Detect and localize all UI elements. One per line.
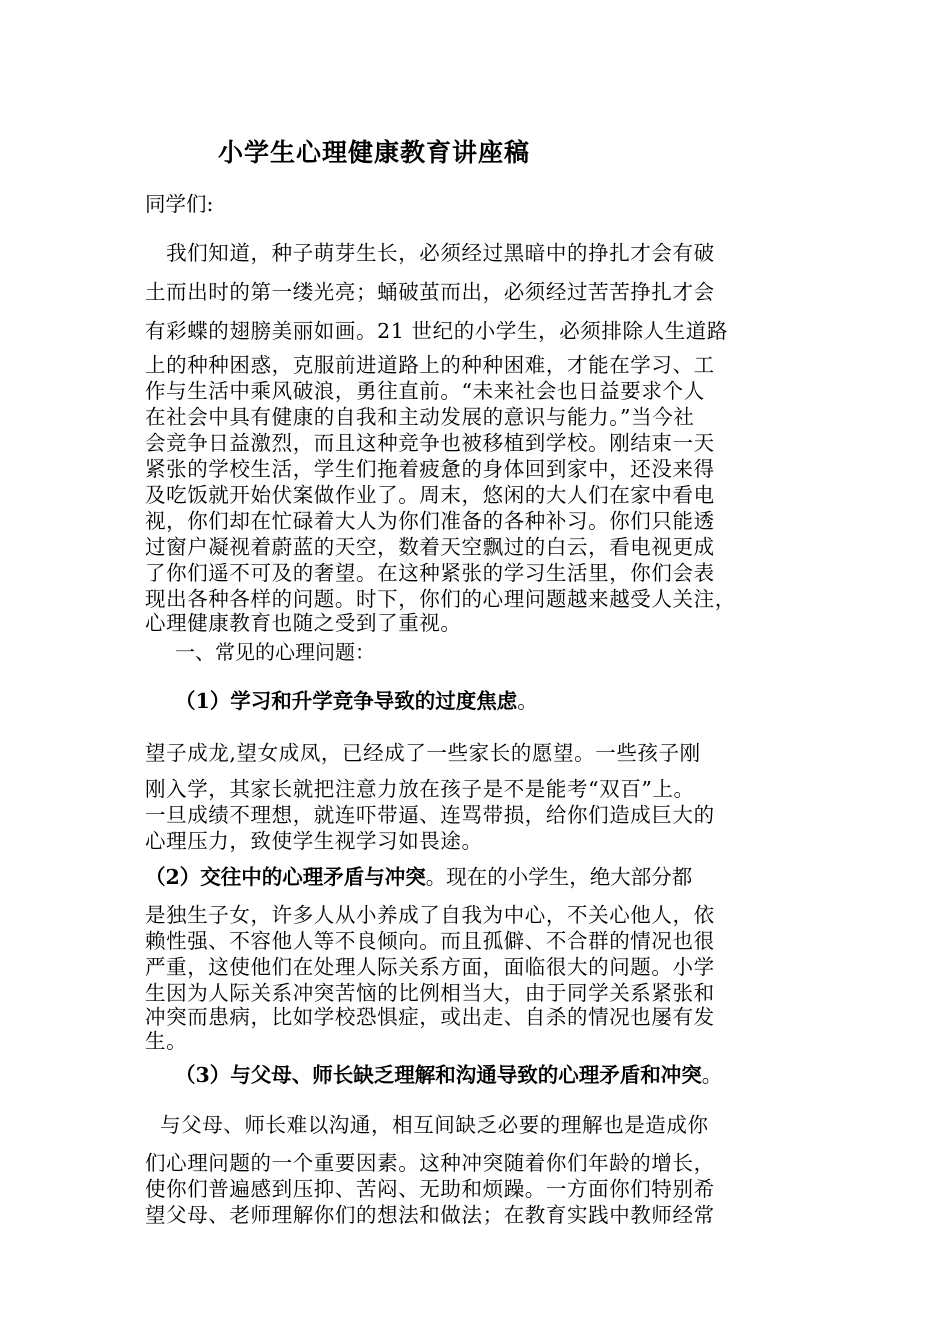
intro-line: 土而出时的第一缕光亮；蛹破茧而出，必须经过苦苦挣扎才会 bbox=[145, 280, 715, 304]
section-heading: 一、常见的心理问题： bbox=[175, 640, 375, 664]
document-title: 小学生心理健康教育讲座稿 bbox=[218, 138, 531, 167]
body-line: 与父母、师长难以沟通，相互间缺乏必要的理解也是造成你 bbox=[160, 1113, 709, 1137]
body-line: 望子成龙,望女成凤，已经成了一些家长的愿望。一些孩子刚 bbox=[145, 741, 701, 765]
intro-line: 心理健康教育也随之受到了重视。 bbox=[145, 611, 462, 635]
body-line: 赖性强、不容他人等不良倾向。而且孤僻、不合群的情况也很 bbox=[145, 929, 715, 953]
body-line: 望父母、老师理解你们的想法和做法；在教育实践中教师经常 bbox=[145, 1203, 715, 1227]
body-line: 生。 bbox=[145, 1029, 188, 1053]
subheading-2-bold: （2）交往中的心理矛盾与冲突 bbox=[145, 865, 426, 889]
subheading-1-rest: 。 bbox=[517, 689, 538, 713]
intro-line: 及吃饭就开始伏案做作业了。周末，悠闲的大人们在家中看电 bbox=[145, 483, 715, 507]
body-line: 们心理问题的一个重要因素。这种冲突随着你们年龄的增长， bbox=[145, 1151, 715, 1175]
body-line: 刚入学，其家长就把注意力放在孩子是不是能考“双百”上。 bbox=[145, 777, 695, 801]
subheading-3 bbox=[175, 1058, 722, 1088]
subheading-2 bbox=[145, 860, 692, 890]
intro-line: 上的种种困惑，克服前进道路上的种种困难，才能在学习、工 bbox=[145, 353, 715, 377]
intro-line: 视，你们却在忙碌着大人为你们准备的各种补习。你们只能透 bbox=[145, 509, 715, 533]
intro-line: 有彩蝶的翅膀美丽如画。21 世纪的小学生，必须排除人生道路 bbox=[145, 319, 728, 343]
greeting: 同学们: bbox=[145, 192, 214, 216]
intro-line: 过窗户凝视着蔚蓝的天空，数着天空飘过的白云，看电视更成 bbox=[145, 535, 715, 559]
intro-line: 我们知道，种子萌芽生长，必须经过黑暗中的挣扎才会有破 bbox=[145, 241, 715, 265]
body-line: 心理压力，致使学生视学习如畏途。 bbox=[145, 829, 483, 853]
subheading-1-bold: （1）学习和升学竞争导致的过度焦虑 bbox=[175, 689, 518, 713]
subheading-2-rest: 。现在的小学生，绝大部分都 bbox=[425, 865, 693, 889]
body-line: 使你们普遍感到压抑、苦闷、无助和烦躁。一方面你们特别希 bbox=[145, 1177, 715, 1201]
body-line: 一旦成绩不理想，就连吓带逼、连骂带损，给你们造成巨大的 bbox=[145, 803, 715, 827]
intro-line: 紧张的学校生活，学生们拖着疲惫的身体回到家中，还没来得 bbox=[145, 457, 715, 481]
body-line: 生因为人际关系冲突苦恼的比例相当大，由于同学关系紧张和 bbox=[145, 981, 715, 1005]
intro-line: 现出各种各样的问题。时下，你们的心理问题越来越受人关注， bbox=[145, 587, 736, 611]
subheading-1 bbox=[175, 684, 538, 714]
intro-line: 会竞争日益激烈，而且这种竞争也被移植到学校。刚结束一天 bbox=[145, 431, 715, 455]
body-line: 是独生子女，许多人从小养成了自我为中心，不关心他人，依 bbox=[145, 903, 715, 927]
intro-line: 在社会中具有健康的自我和主动发展的意识与能力。”当今社 bbox=[145, 405, 695, 429]
intro-line: 了你们遥不可及的奢望。在这种紧张的学习生活里，你们会表 bbox=[145, 561, 715, 585]
subheading-3-bold: （3）与父母、师长缺乏理解和沟通导致的心理矛盾和冲突 bbox=[175, 1063, 702, 1087]
subheading-3-rest: 。 bbox=[701, 1063, 723, 1087]
intro-line: 作与生活中乘风破浪，勇往直前。“未来社会也日益要求个人 bbox=[145, 379, 705, 403]
body-line: 冲突而患病，比如学校恐惧症，或出走、自杀的情况也屡有发 bbox=[145, 1005, 715, 1029]
body-line: 严重，这使他们在处理人际关系方面，面临很大的问题。小学 bbox=[145, 955, 715, 979]
